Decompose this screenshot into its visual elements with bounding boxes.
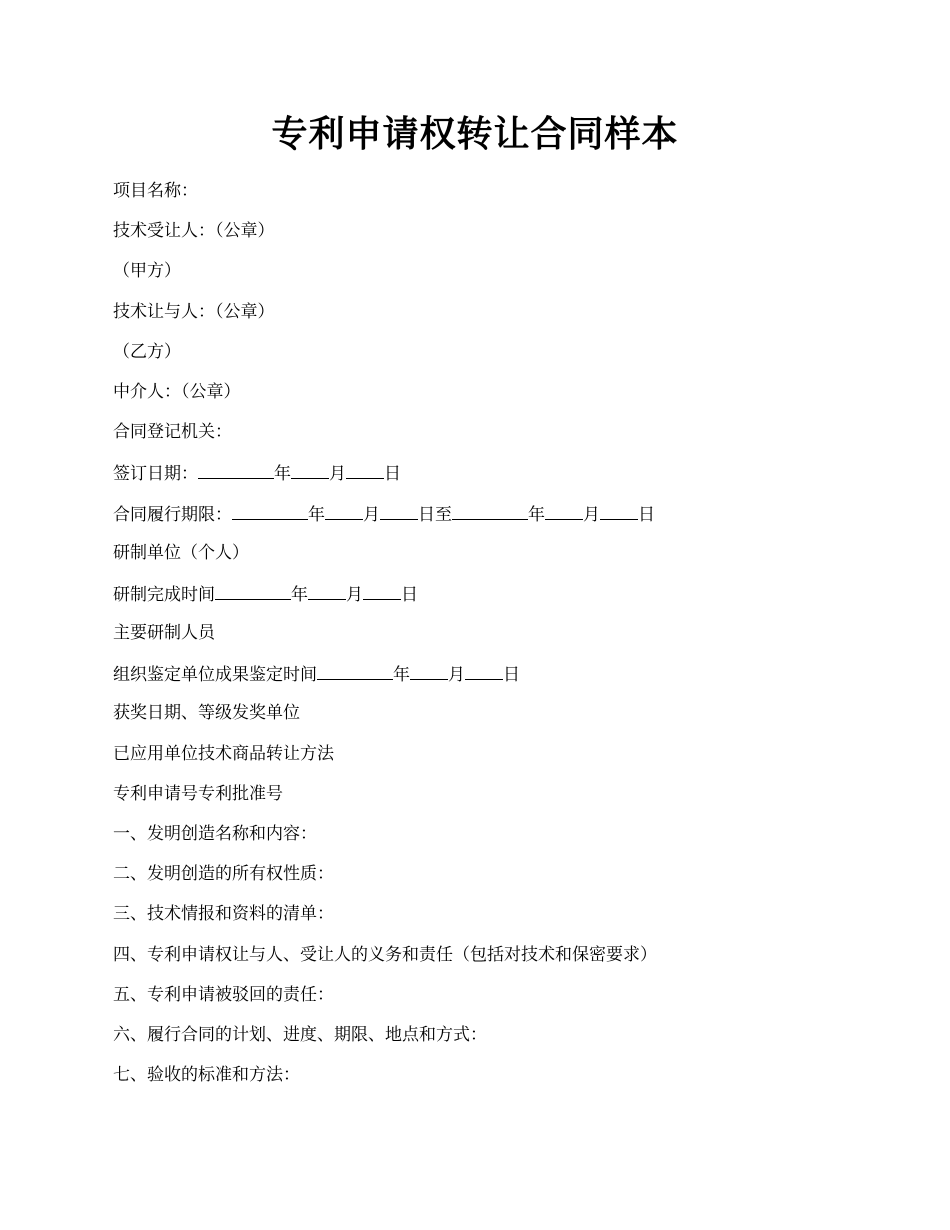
completion-day-blank bbox=[363, 580, 401, 600]
term-day-blank bbox=[380, 500, 418, 520]
sign-month-blank bbox=[291, 459, 329, 479]
completion-year-blank bbox=[215, 580, 291, 600]
term-line bbox=[113, 500, 853, 540]
completion-day-unit: 日 bbox=[401, 584, 418, 605]
registration-authority-line: 合同登记机关： bbox=[113, 422, 232, 443]
sign-date-label: 签订日期： bbox=[113, 464, 198, 485]
appraisal-year-blank bbox=[317, 660, 393, 680]
completion-line bbox=[113, 580, 853, 620]
applied-line: 已应用单位技术商品转让方法 bbox=[113, 743, 334, 764]
appraisal-day-blank bbox=[465, 660, 503, 680]
term-month-unit: 月 bbox=[363, 504, 380, 525]
document-title: 专利申请权转让合同样本 bbox=[271, 114, 679, 155]
term-month2-unit: 月 bbox=[583, 504, 600, 525]
appraisal-line bbox=[113, 660, 853, 700]
party-a-line: （甲方） bbox=[113, 261, 181, 282]
award-line: 获奖日期、等级发奖单位 bbox=[113, 703, 300, 724]
completion-year-unit: 年 bbox=[291, 584, 308, 605]
sign-year-unit: 年 bbox=[274, 464, 291, 485]
term-day2-unit: 日 bbox=[638, 504, 655, 525]
term-month2-blank bbox=[545, 500, 583, 520]
appraisal-year-unit: 年 bbox=[393, 665, 410, 686]
term-month-blank bbox=[325, 500, 363, 520]
term-year2-unit: 年 bbox=[528, 504, 545, 525]
transferee-line: 技术受让人：（公章） bbox=[113, 221, 275, 242]
developer-line: 研制单位（个人） bbox=[113, 542, 249, 563]
main-developers-line: 主要研制人员 bbox=[113, 623, 215, 644]
clause-2: 二、发明创造的所有权性质： bbox=[113, 864, 334, 885]
term-year-unit: 年 bbox=[308, 504, 325, 525]
sign-month-unit: 月 bbox=[329, 464, 346, 485]
contract-body bbox=[113, 178, 853, 1102]
appraisal-month-blank bbox=[410, 660, 448, 680]
sign-year-blank bbox=[198, 459, 274, 479]
appraisal-label: 组织鉴定单位成果鉴定时间 bbox=[113, 665, 317, 686]
sign-day-unit: 日 bbox=[384, 464, 401, 485]
clause-6: 六、履行合同的计划、进度、期限、地点和方式： bbox=[113, 1024, 487, 1045]
appraisal-day-unit: 日 bbox=[503, 665, 520, 686]
term-day2-blank bbox=[600, 500, 638, 520]
clause-5: 五、专利申请被驳回的责任： bbox=[113, 984, 334, 1005]
completion-month-unit: 月 bbox=[346, 584, 363, 605]
project-name-line: 项目名称： bbox=[113, 181, 198, 201]
completion-month-blank bbox=[308, 580, 346, 600]
sign-date-line bbox=[113, 459, 853, 499]
term-day-to: 日至 bbox=[418, 504, 452, 525]
term-year2-blank bbox=[452, 500, 528, 520]
party-b-line: （乙方） bbox=[113, 341, 181, 362]
completion-label: 研制完成时间 bbox=[113, 584, 215, 605]
intermediary-line: 中介人：（公章） bbox=[113, 381, 241, 402]
clause-1: 一、发明创造名称和内容： bbox=[113, 824, 317, 844]
sign-day-blank bbox=[346, 459, 384, 479]
clause-7: 七、验收的标准和方法： bbox=[113, 1065, 300, 1086]
transferor-line: 技术让与人：（公章） bbox=[113, 301, 275, 322]
patent-numbers-line: 专利申请号专利批准号 bbox=[113, 783, 283, 804]
term-label: 合同履行期限： bbox=[113, 504, 232, 525]
clause-4: 四、专利申请权让与人、受让人的义务和责任（包括对技术和保密要求） bbox=[113, 944, 657, 965]
term-year-blank bbox=[232, 500, 308, 520]
appraisal-month-unit: 月 bbox=[448, 665, 465, 686]
clause-3: 三、技术情报和资料的清单： bbox=[113, 904, 334, 925]
